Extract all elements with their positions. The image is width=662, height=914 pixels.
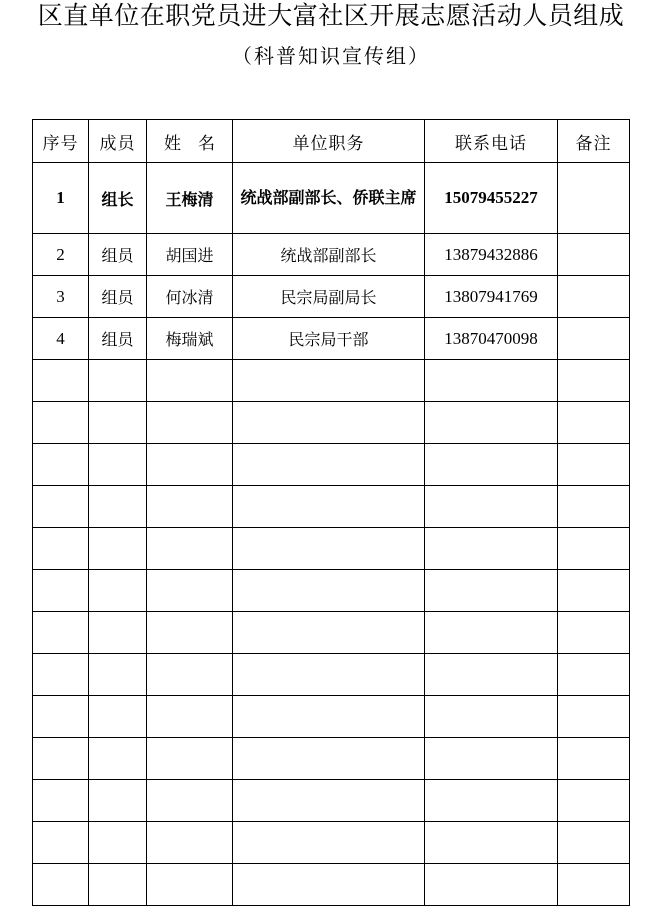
header-name: 姓 名 <box>147 120 233 163</box>
empty-cell <box>425 780 558 822</box>
empty-cell <box>89 570 147 612</box>
empty-cell <box>558 822 630 864</box>
cell-name: 梅瑞斌 <box>147 318 233 360</box>
empty-cell <box>147 402 233 444</box>
document-title: 区直单位在职党员进大富社区开展志愿活动人员组成 <box>37 1 625 30</box>
table-row <box>33 163 630 234</box>
table-row <box>33 318 630 360</box>
cell-phone: 15079455227 <box>425 163 558 234</box>
empty-cell <box>33 654 89 696</box>
empty-cell <box>558 528 630 570</box>
cell-name: 何冰清 <box>147 276 233 318</box>
empty-table-row <box>33 822 630 864</box>
empty-cell <box>89 528 147 570</box>
empty-cell <box>33 780 89 822</box>
empty-cell <box>558 402 630 444</box>
empty-cell <box>425 402 558 444</box>
cell-duty: 民宗局干部 <box>233 318 425 360</box>
cell-note <box>558 318 630 360</box>
empty-table-row <box>33 612 630 654</box>
cell-duty: 统战部副部长、侨联主席 <box>233 163 425 234</box>
empty-table-row <box>33 528 630 570</box>
empty-table-row <box>33 444 630 486</box>
empty-cell <box>89 360 147 402</box>
empty-cell <box>233 822 425 864</box>
empty-cell <box>33 864 89 906</box>
empty-table-row <box>33 360 630 402</box>
empty-cell <box>89 696 147 738</box>
empty-cell <box>425 570 558 612</box>
cell-note <box>558 276 630 318</box>
empty-cell <box>33 612 89 654</box>
empty-cell <box>558 486 630 528</box>
cell-phone: 13807941769 <box>425 276 558 318</box>
empty-cell <box>33 738 89 780</box>
empty-cell <box>147 360 233 402</box>
empty-table-row <box>33 738 630 780</box>
empty-cell <box>33 570 89 612</box>
cell-duty: 统战部副部长 <box>233 234 425 276</box>
empty-cell <box>558 780 630 822</box>
empty-cell <box>147 444 233 486</box>
blank-rows <box>33 360 630 906</box>
empty-cell <box>425 360 558 402</box>
empty-table-row <box>33 486 630 528</box>
empty-cell <box>558 696 630 738</box>
cell-phone: 13870470098 <box>425 318 558 360</box>
empty-cell <box>89 444 147 486</box>
empty-cell <box>147 738 233 780</box>
empty-cell <box>558 360 630 402</box>
cell-note <box>558 234 630 276</box>
empty-cell <box>33 402 89 444</box>
document-subtitle: （科普知识宣传组） <box>232 44 430 68</box>
empty-cell <box>33 486 89 528</box>
empty-cell <box>425 822 558 864</box>
empty-cell <box>233 360 425 402</box>
cell-name: 王梅清 <box>147 163 233 234</box>
empty-table-row <box>33 780 630 822</box>
empty-cell <box>89 780 147 822</box>
empty-cell <box>33 822 89 864</box>
empty-cell <box>233 444 425 486</box>
empty-cell <box>89 864 147 906</box>
empty-cell <box>425 528 558 570</box>
empty-cell <box>89 612 147 654</box>
empty-table-row <box>33 654 630 696</box>
empty-table-row <box>33 570 630 612</box>
empty-cell <box>147 780 233 822</box>
empty-cell <box>425 654 558 696</box>
cell-role: 组员 <box>89 276 147 318</box>
empty-cell <box>233 570 425 612</box>
empty-cell <box>89 402 147 444</box>
empty-cell <box>425 486 558 528</box>
empty-cell <box>89 822 147 864</box>
cell-seq: 2 <box>33 234 89 276</box>
table-row <box>33 276 630 318</box>
header-note: 备注 <box>558 120 630 163</box>
empty-cell <box>233 738 425 780</box>
header-role: 成员 <box>89 120 147 163</box>
table-row <box>33 234 630 276</box>
empty-cell <box>425 612 558 654</box>
empty-cell <box>147 864 233 906</box>
cell-note <box>558 163 630 234</box>
cell-seq: 4 <box>33 318 89 360</box>
empty-cell <box>233 696 425 738</box>
cell-name: 胡国进 <box>147 234 233 276</box>
cell-role: 组长 <box>89 163 147 234</box>
empty-cell <box>147 654 233 696</box>
header-seq: 序号 <box>33 120 89 163</box>
empty-cell <box>558 444 630 486</box>
empty-cell <box>425 696 558 738</box>
empty-cell <box>233 864 425 906</box>
empty-cell <box>147 486 233 528</box>
empty-cell <box>233 780 425 822</box>
cell-role: 组员 <box>89 234 147 276</box>
empty-cell <box>425 864 558 906</box>
empty-cell <box>558 654 630 696</box>
empty-cell <box>425 738 558 780</box>
empty-cell <box>89 486 147 528</box>
empty-cell <box>558 864 630 906</box>
empty-cell <box>147 528 233 570</box>
cell-seq: 1 <box>33 163 89 234</box>
empty-cell <box>233 612 425 654</box>
empty-cell <box>233 486 425 528</box>
empty-cell <box>89 654 147 696</box>
table-header-row <box>33 120 630 163</box>
empty-cell <box>558 738 630 780</box>
cell-phone: 13879432886 <box>425 234 558 276</box>
cell-duty: 民宗局副局长 <box>233 276 425 318</box>
empty-cell <box>558 612 630 654</box>
header-phone: 联系电话 <box>425 120 558 163</box>
empty-cell <box>147 696 233 738</box>
empty-cell <box>233 402 425 444</box>
empty-cell <box>558 570 630 612</box>
empty-cell <box>147 612 233 654</box>
empty-cell <box>233 528 425 570</box>
empty-cell <box>33 444 89 486</box>
personnel-table <box>32 119 630 906</box>
cell-role: 组员 <box>89 318 147 360</box>
empty-cell <box>425 444 558 486</box>
empty-table-row <box>33 402 630 444</box>
empty-cell <box>33 360 89 402</box>
empty-cell <box>89 738 147 780</box>
empty-table-row <box>33 864 630 906</box>
cell-seq: 3 <box>33 276 89 318</box>
empty-table-row <box>33 696 630 738</box>
empty-cell <box>147 570 233 612</box>
empty-cell <box>33 696 89 738</box>
empty-cell <box>147 822 233 864</box>
header-duty: 单位职务 <box>233 120 425 163</box>
empty-cell <box>33 528 89 570</box>
empty-cell <box>233 654 425 696</box>
